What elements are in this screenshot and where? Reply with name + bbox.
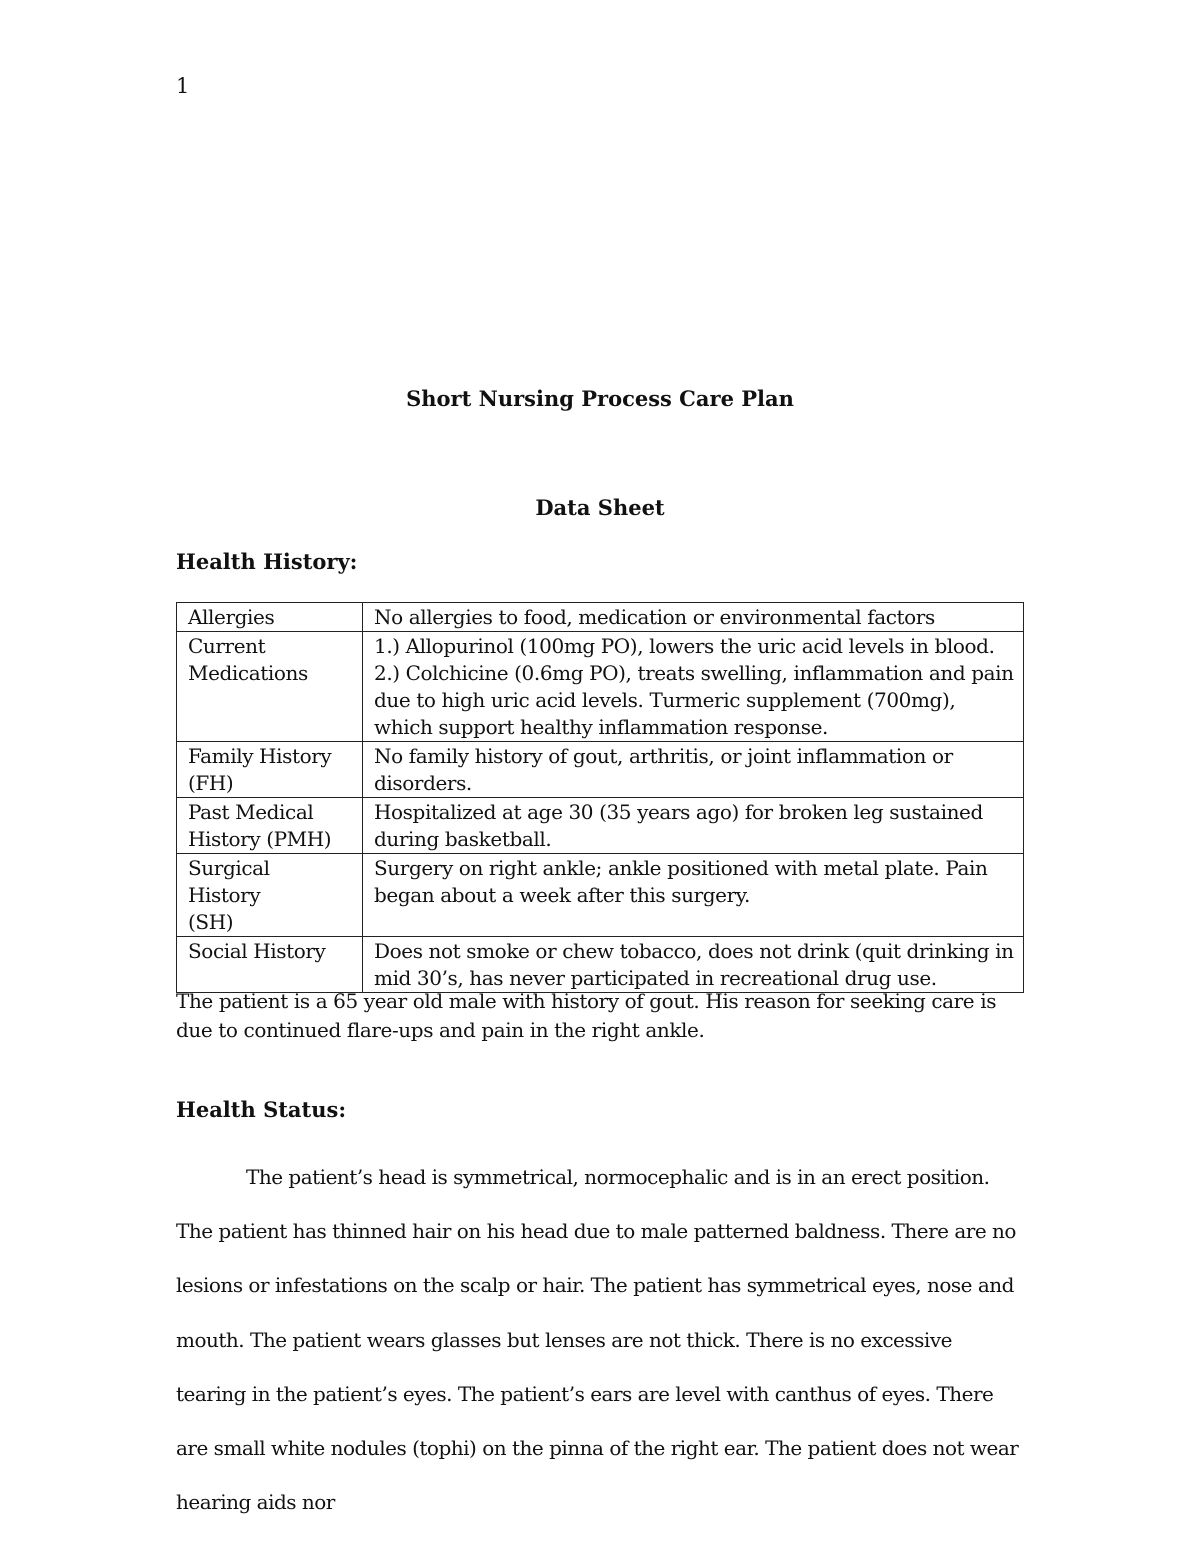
row-label: Allergies [177,603,363,632]
row-value: Surgery on right ankle; ankle positioned with metal plate. Pain began about a week after this surgery. [363,854,1024,937]
row-value: Does not smoke or chew tobacco, does not drink (quit drinking in mid 30’s, has never participated in recreational drug use. [363,937,1024,993]
data-sheet-title: Data Sheet [535,495,665,520]
health-status-heading: Health Status: [176,1097,347,1122]
row-label: Past Medical History (PMH) [177,798,363,854]
table-row-current-medications [177,632,1024,742]
row-label: Social History [177,937,363,993]
table-row-family-history [177,742,1024,798]
table-row-allergies [177,603,1024,632]
row-value: No family history of gout, arthritis, or joint inflammation or disorders. [363,742,1024,798]
row-value: Hospitalized at age 30 (35 years ago) for broken leg sustained during basketball. [363,798,1024,854]
table-row-surgical-history [177,854,1024,937]
row-value: 1.) Allopurinol (100mg PO), lowers the uric acid levels in blood. 2.) Colchicine (0.6mg PO), treats swelling, inflammation and pain due to high uric acid levels. Turmeric supplement (700mg), which support healthy inflammation response. [363,632,1024,742]
table-row-past-medical-history [177,798,1024,854]
health-history-table [176,602,1024,993]
row-label: Current Medications [177,632,363,742]
page-number: 1 [176,74,190,98]
table-row-social-history [177,937,1024,993]
health-history-heading: Health History: [176,549,358,574]
health-status-paragraph: The patient’s head is symmetrical, normocephalic and is in an erect position. The patient has thinned hair on his head due to male patterned baldness. There are no lesions or infestations on the scalp or hair. The patient has symmetrical eyes, nose and mouth. The patient wears glasses but lenses are not thick. There is no excessive tearing in the patient’s eyes. The patient’s ears are level with canthus of eyes. There are small white nodules (tophi) on the pinna of the right ear. The patient does not wear hearing aids nor [176,1165,1019,1515]
patient-summary: The patient is a 65 year old male with history of gout. His reason for seeking care is due to continued flare-ups and pain in the right ankle. [176,989,997,1042]
document-title: Short Nursing Process Care Plan [406,386,794,411]
row-label: Surgical History (SH) [177,854,363,937]
row-value: No allergies to food, medication or environmental factors [363,603,1024,632]
row-label: Family History (FH) [177,742,363,798]
